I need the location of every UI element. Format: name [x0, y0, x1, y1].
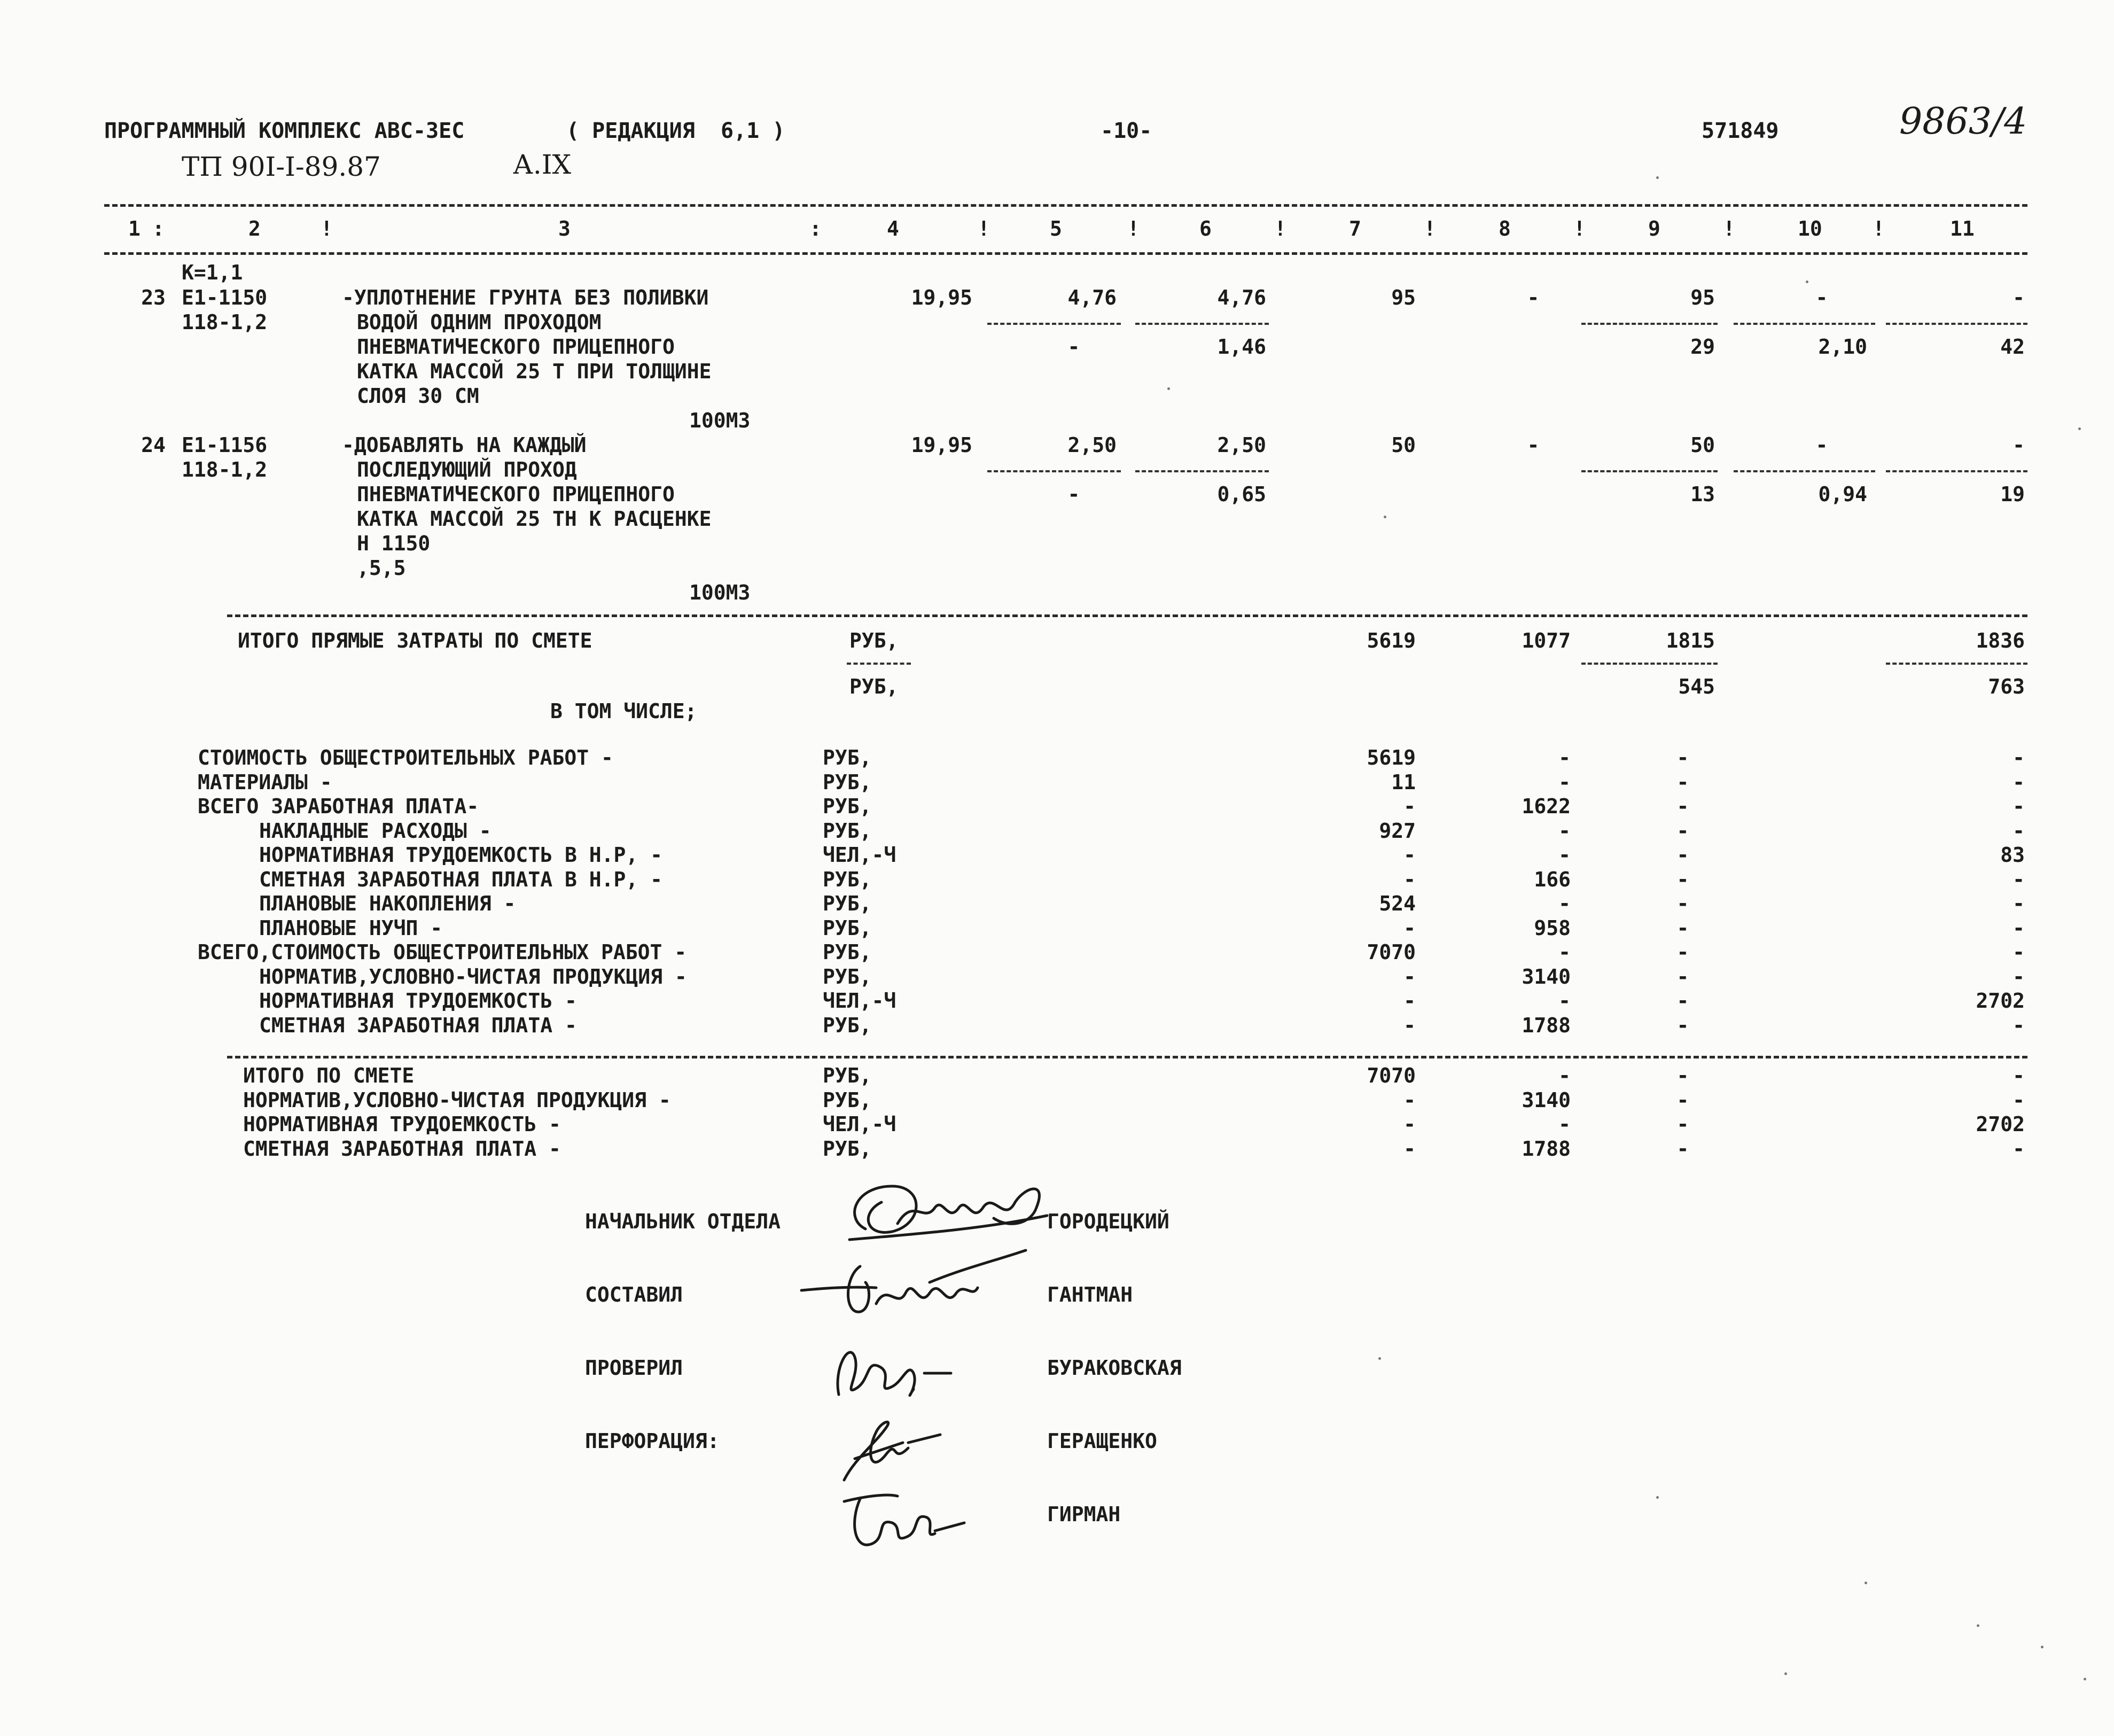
handwritten-signature [833, 1411, 951, 1491]
col7-value: 5619 [1367, 629, 1416, 652]
column-header-3: 3 [558, 217, 571, 240]
col11-value: - [2012, 286, 2025, 309]
summary-unit: ЧЕЛ,-Ч [823, 1112, 896, 1136]
item-unit: 100М3 [689, 581, 751, 604]
summary-label: МАТЕРИАЛЫ - [198, 770, 332, 794]
signature-name: ГОРОДЕЦКИЙ [1047, 1210, 1169, 1233]
col9-value: - [1676, 1013, 1689, 1037]
summary-unit: РУБ, [823, 770, 872, 794]
column-header-8: 8 [1499, 217, 1511, 240]
col9-value: - [1676, 746, 1689, 769]
summary-label: НОРМАТИВ,УСЛОВНО-ЧИСТАЯ ПРОДУКЦИЯ - [259, 964, 687, 988]
signature-name: БУРАКОВСКАЯ [1047, 1356, 1182, 1380]
col8-value: 958 [1534, 916, 1571, 940]
column-separator: ! [1127, 217, 1140, 240]
col9-second-value: 13 [1690, 482, 1715, 506]
col11-second-value: 19 [2000, 482, 2025, 506]
col8-value: - [1558, 940, 1571, 964]
col9-value: - [1676, 1112, 1689, 1136]
signature-role: ПРОВЕРИЛ [585, 1356, 683, 1380]
scan-speck [1977, 1624, 1979, 1627]
col9-value: - [1676, 819, 1689, 843]
col6-rule [1135, 323, 1269, 325]
column-header-10: 10 [1798, 217, 1822, 240]
col7-value: - [1403, 1136, 1416, 1161]
summary-label: ПЛАНОВЫЕ НАКОПЛЕНИЯ - [259, 892, 516, 915]
col9-value: - [1676, 770, 1689, 794]
scan-speck [1167, 387, 1170, 390]
column-separator: ! [1873, 217, 1885, 240]
summary-unit: РУБ, [823, 1136, 872, 1161]
column-header-11: 11 [1950, 217, 1975, 240]
col9-value: - [1676, 989, 1689, 1013]
column-header-rule [104, 252, 2027, 255]
summary-unit: РУБ, [823, 940, 872, 964]
col9-value: - [1676, 964, 1689, 988]
signature-role: ПЕРФОРАЦИЯ: [585, 1429, 720, 1453]
item-number: 24 [141, 433, 166, 457]
totals-rule [227, 1056, 2027, 1058]
item-desc-line: -УПЛОТНЕНИЕ ГРУНТА БЕЗ ПОЛИВКИ [342, 286, 709, 309]
signature-role: СОСТАВИЛ [585, 1283, 683, 1306]
col7-value: - [1403, 964, 1416, 988]
item-desc-line: ВОДОЙ ОДНИМ ПРОХОДОМ [357, 310, 602, 334]
col7-value: - [1403, 1013, 1416, 1037]
col4-value: 19,95 [911, 286, 972, 309]
col5-value: 2,50 [1067, 433, 1117, 457]
scan-speck [2041, 1646, 2043, 1648]
col7-value: 524 [1379, 892, 1416, 915]
summary-unit: РУБ, [823, 1088, 872, 1112]
col11-value: 83 [2000, 843, 2025, 867]
column-separator: ! [1573, 217, 1586, 240]
col7-value: 11 [1391, 770, 1416, 794]
summary-label: СТОИМОСТЬ ОБЩЕСТРОИТЕЛЬНЫХ РАБОТ - [198, 746, 613, 769]
page-number: -10- [1101, 119, 1152, 143]
col11-value: - [2012, 819, 2025, 843]
signature-name: ГИРМАН [1047, 1503, 1121, 1526]
summary-label: СМЕТНАЯ ЗАРАБОТНАЯ ПЛАТА - [243, 1136, 561, 1161]
col6-rule [1135, 470, 1269, 472]
col11-value: - [2012, 1013, 2025, 1037]
col11-value: - [2012, 916, 2025, 940]
handwritten-signature [833, 1480, 972, 1560]
direct-costs-unit-second: РУБ, [849, 675, 899, 698]
scan-speck [1378, 1357, 1381, 1360]
item-desc-line: КАТКА МАССОЙ 25 Т ПРИ ТОЛЩИНЕ [357, 360, 712, 383]
col10-second-value: 0,94 [1818, 482, 1867, 506]
column-separator: : [152, 217, 165, 240]
item-unit: 100М3 [689, 409, 751, 432]
direct-costs-unit: РУБ, [849, 629, 899, 652]
column-separator: : [809, 217, 822, 240]
column-header-4: 4 [887, 217, 899, 240]
col9-rule [1581, 470, 1718, 472]
col8-value: 3140 [1522, 964, 1571, 988]
col11-value: - [2012, 964, 2025, 988]
col9-value: - [1676, 1136, 1689, 1161]
col11-second-value: 42 [2000, 335, 2025, 359]
direct-costs-rule [227, 614, 2027, 617]
col10-value: - [1815, 286, 1828, 309]
col6-second-value: 0,65 [1217, 482, 1266, 506]
col8-value: 166 [1534, 867, 1571, 891]
col7-value: - [1403, 867, 1416, 891]
col5-rule [987, 470, 1121, 472]
col11-value: 2702 [1976, 989, 2025, 1013]
summary-unit: РУБ, [823, 964, 872, 988]
col6-value: 2,50 [1217, 433, 1266, 457]
signature-name: ГАНТМАН [1047, 1283, 1133, 1306]
scan-speck [1656, 1496, 1659, 1499]
summary-unit: ЧЕЛ,-Ч [823, 989, 896, 1013]
col5-value: 4,76 [1067, 286, 1117, 309]
item-code: Е1-1156 [182, 433, 268, 457]
col10-value: - [1815, 433, 1828, 457]
scan-speck [1806, 281, 1808, 283]
col11-value: - [2012, 1088, 2025, 1112]
program-edition: ( РЕДАКЦИЯ 6,1 ) [566, 119, 785, 143]
col9-value: - [1676, 916, 1689, 940]
summary-unit: РУБ, [823, 867, 872, 891]
item-reference: 118-1,2 [182, 310, 268, 334]
summary-label: СМЕТНАЯ ЗАРАБОТНАЯ ПЛАТА В Н.Р, - [259, 867, 662, 891]
scan-speck [1384, 516, 1386, 518]
col8-value: 1077 [1522, 629, 1571, 652]
col10-second-value: 2,10 [1818, 335, 1867, 359]
coefficient: К=1,1 [182, 261, 243, 284]
col9-value: - [1676, 892, 1689, 915]
column-header-1: 1 [128, 217, 141, 240]
item-desc-line: -ДОБАВЛЯТЬ НА КАЖДЫЙ [342, 433, 587, 457]
summary-label: НОРМАТИВ,УСЛОВНО-ЧИСТАЯ ПРОДУКЦИЯ - [243, 1088, 671, 1112]
summary-label: НОРМАТИВНАЯ ТРУДОЕМКОСТЬ - [243, 1112, 561, 1136]
summary-label: НАКЛАДНЫЕ РАСХОДЫ - [259, 819, 492, 843]
column-header-7: 7 [1349, 217, 1361, 240]
col8-value: - [1527, 286, 1540, 309]
album-number: А.IX [513, 149, 572, 180]
col9-value: - [1676, 940, 1689, 964]
col7-value: 927 [1379, 819, 1416, 843]
program-name: ПРОГРАММНЫЙ КОМПЛЕКС АВС-ЗЕС [104, 119, 465, 143]
col8-value: 1788 [1522, 1136, 1571, 1161]
col11-value: - [2012, 746, 2025, 769]
col11-second-value: 763 [1988, 675, 2025, 698]
column-separator: ! [1274, 217, 1286, 240]
scan-speck [2084, 1678, 2086, 1680]
item-desc-line: ПНЕВМАТИЧЕСКОГО ПРИЦЕПНОГО [357, 335, 675, 359]
scan-speck [1865, 1582, 1867, 1584]
col8-value: - [1558, 819, 1571, 843]
scan-speck [1784, 1672, 1787, 1675]
col11-value: - [2012, 795, 2025, 818]
item-desc-line: КАТКА МАССОЙ 25 ТН К РАСЦЕНКЕ [357, 507, 712, 531]
col11-value: - [2012, 940, 2025, 964]
column-separator: ! [321, 217, 333, 240]
handwritten-signature [796, 1245, 1031, 1330]
col9-rule [1581, 323, 1718, 325]
col11-value: - [2012, 892, 2025, 915]
item-reference: 118-1,2 [182, 458, 268, 481]
summary-unit: РУБ, [823, 892, 872, 915]
col9-value: - [1676, 795, 1689, 818]
project-number: ТП 90I-I-89.87 [182, 151, 381, 182]
col11-rule [1886, 323, 2027, 325]
col11-value: - [2012, 770, 2025, 794]
col11-value: 2702 [1976, 1112, 2025, 1136]
col9-value: 50 [1690, 433, 1715, 457]
unit-rule [847, 663, 911, 665]
item-desc-line: СЛОЯ 30 СМ [357, 384, 479, 408]
column-header-2: 2 [248, 217, 261, 240]
table-top-rule [104, 204, 2027, 207]
col7-value: - [1403, 1112, 1416, 1136]
col6-second-value: 1,46 [1217, 335, 1266, 359]
col8-value: - [1558, 892, 1571, 915]
signature-name: ГЕРАЩЕНКО [1047, 1429, 1157, 1453]
document-code: 571849 [1702, 119, 1779, 143]
col7-value: 7070 [1367, 1064, 1416, 1087]
col8-value: - [1558, 770, 1571, 794]
col5-second-value: - [1067, 482, 1080, 506]
col11-value: - [2012, 1064, 2025, 1087]
summary-label: ВСЕГО,СТОИМОСТЬ ОБЩЕСТРОИТЕЛЬНЫХ РАБОТ - [198, 940, 687, 964]
handwritten-reference: 9863/4 [1899, 100, 2027, 143]
handwritten-signature [823, 1336, 962, 1411]
scan-speck [1656, 176, 1659, 179]
column-header-6: 6 [1199, 217, 1212, 240]
col8-value: - [1527, 433, 1540, 457]
col5-rule [987, 323, 1121, 325]
col8-value: - [1558, 1112, 1571, 1136]
col8-value: - [1558, 989, 1571, 1013]
summary-unit: РУБ, [823, 916, 872, 940]
col7-value: - [1403, 843, 1416, 867]
summary-unit: РУБ, [823, 795, 872, 818]
col8-value: - [1558, 746, 1571, 769]
scan-speck [2078, 427, 2081, 430]
summary-label: СМЕТНАЯ ЗАРАБОТНАЯ ПЛАТА - [259, 1013, 577, 1037]
summary-label: НОРМАТИВНАЯ ТРУДОЕМКОСТЬ В Н.Р, - [259, 843, 662, 867]
col6-value: 4,76 [1217, 286, 1266, 309]
col8-value: 3140 [1522, 1088, 1571, 1112]
col5-second-value: - [1067, 335, 1080, 359]
summary-label: ПЛАНОВЫЕ НУЧП - [259, 916, 443, 940]
col7-value: - [1403, 1088, 1416, 1112]
item-desc-line: Н 1150 [357, 532, 431, 555]
item-desc-line: ,5,5 [357, 556, 406, 580]
col9-second-value: 29 [1690, 335, 1715, 359]
col11-value: - [2012, 867, 2025, 891]
col10-rule [1734, 323, 1875, 325]
col4-value: 19,95 [911, 433, 972, 457]
col11-value: - [2012, 433, 2025, 457]
including-label: В ТОМ ЧИСЛЕ; [550, 699, 697, 723]
direct-costs-label: ИТОГО ПРЯМЫЕ ЗАТРАТЫ ПО СМЕТЕ [238, 629, 592, 652]
col7-value: - [1403, 989, 1416, 1013]
item-desc-line: ПНЕВМАТИЧЕСКОГО ПРИЦЕПНОГО [357, 482, 675, 506]
col7-value: 7070 [1367, 940, 1416, 964]
column-header-5: 5 [1050, 217, 1062, 240]
col11-value: 1836 [1976, 629, 2025, 652]
column-header-9: 9 [1648, 217, 1660, 240]
col8-value: - [1558, 843, 1571, 867]
col7-value: 5619 [1367, 746, 1416, 769]
col7-value: 50 [1391, 433, 1416, 457]
item-number: 23 [141, 286, 166, 309]
summary-unit: РУБ, [823, 1013, 872, 1037]
col9-second-value: 545 [1678, 675, 1715, 698]
col9-value: - [1676, 867, 1689, 891]
summary-unit: ЧЕЛ,-Ч [823, 843, 896, 867]
col9-value: - [1676, 843, 1689, 867]
column-separator: ! [1723, 217, 1735, 240]
column-separator: ! [1424, 217, 1436, 240]
col11-value: - [2012, 1136, 2025, 1161]
col8-value: 1788 [1522, 1013, 1571, 1037]
col9-rule [1581, 663, 1718, 665]
col7-value: - [1403, 916, 1416, 940]
item-code: Е1-1150 [182, 286, 268, 309]
summary-label: ВСЕГО ЗАРАБОТНАЯ ПЛАТА- [198, 795, 479, 818]
summary-label: ИТОГО ПО СМЕТЕ [243, 1064, 415, 1087]
summary-label: НОРМАТИВНАЯ ТРУДОЕМКОСТЬ - [259, 989, 577, 1013]
col8-value: - [1558, 1064, 1571, 1087]
col7-value: - [1403, 795, 1416, 818]
summary-unit: РУБ, [823, 819, 872, 843]
summary-unit: РУБ, [823, 1064, 872, 1087]
col8-value: 1622 [1522, 795, 1571, 818]
col10-rule [1734, 470, 1875, 472]
signature-role: НАЧАЛЬНИК ОТДЕЛА [585, 1210, 781, 1233]
col11-rule [1886, 470, 2027, 472]
summary-unit: РУБ, [823, 746, 872, 769]
column-separator: ! [978, 217, 990, 240]
col9-value: 1815 [1666, 629, 1715, 652]
col9-value: - [1676, 1064, 1689, 1087]
item-desc-line: ПОСЛЕДУЮЩИЙ ПРОХОД [357, 458, 577, 481]
col9-value: - [1676, 1088, 1689, 1112]
col11-rule [1886, 663, 2027, 665]
col7-value: 95 [1391, 286, 1416, 309]
col9-value: 95 [1690, 286, 1715, 309]
